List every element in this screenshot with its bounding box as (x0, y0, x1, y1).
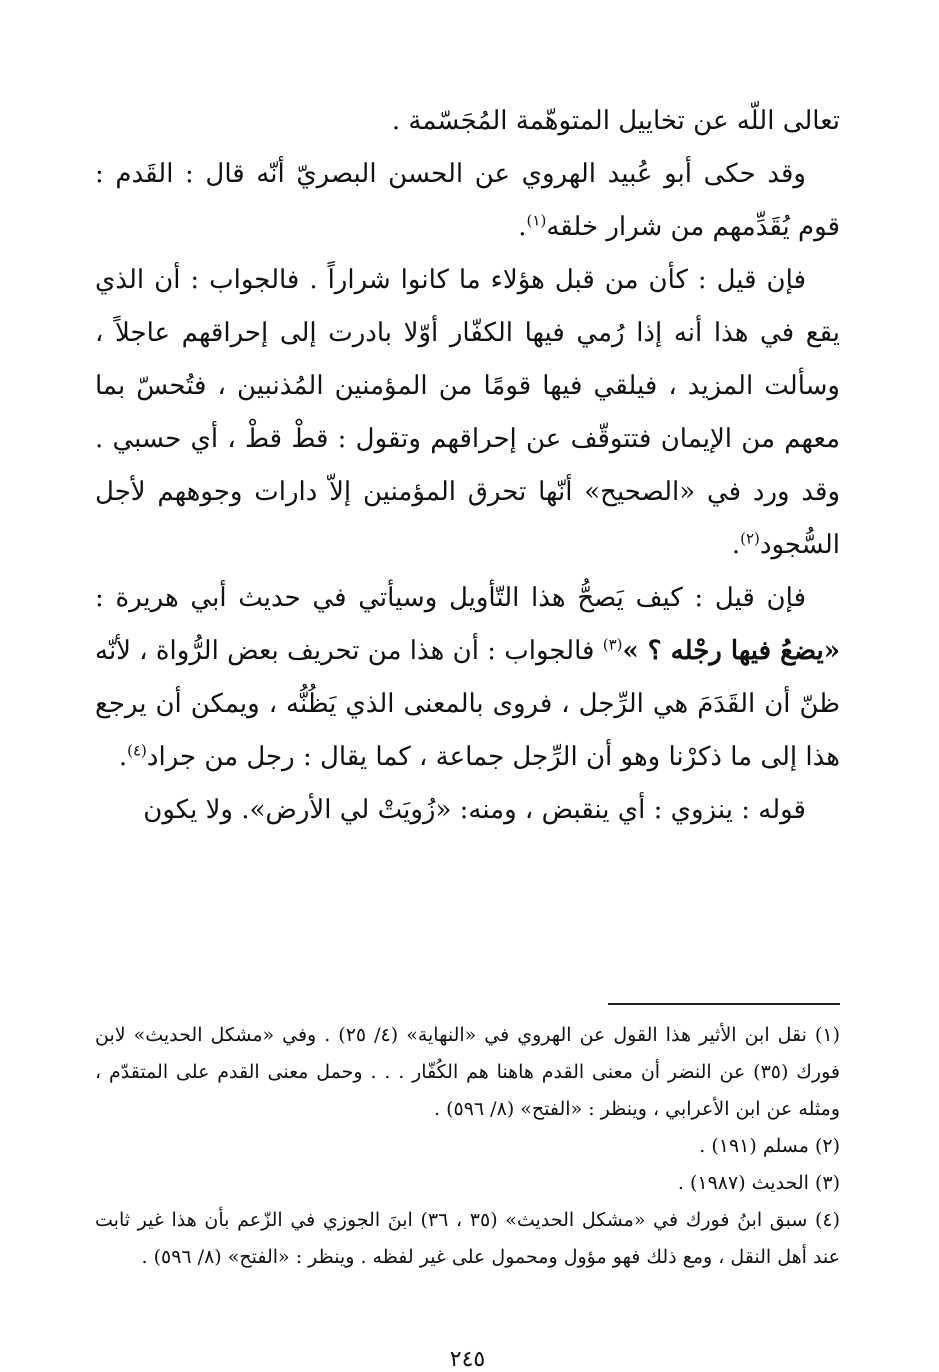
paragraph-4-start: فإن قيل : كيف يَصحُّ هذا التّأويل وسيأتي في حديث أبي هريرة : (95, 583, 806, 613)
paragraph-2-end: . (518, 212, 527, 242)
paragraph-4 (95, 572, 840, 784)
main-text (95, 95, 840, 837)
footnote-4: (٤) سبق ابنُ فورك في «مشكل الحديث» (٣٥ ، ٣٦) ابنَ الجوزي في الزّعم بأن هذا غير ثابت عند أهل النقل ، ومع ذلك فهو مؤول ومحمول على غير لفظه . وينظر : «الفتح» (٨/ ٥٩٦) . (95, 1209, 841, 1268)
footnote-2: (٢) مسلم (١٩١) . (699, 1135, 840, 1157)
footnote-ref-1: (١) (526, 211, 547, 230)
paragraph-5 (95, 784, 840, 837)
book-page (95, 95, 841, 1372)
paragraph-4-rest: فالجواب : أن هذا من تحريف بعض الرُّواة ، لأنّه ظنّ أن القَدَمَ هي الرِّجل ، فروى بالمعنى الذي يَظُنُّه ، ويمكن أن يرجع هذا إلى ما ذكرْنا وهو أن الرِّجل جماعة ، كما يقال : رجل من جراد (95, 636, 840, 772)
paragraph-2-text: وقد حكى أبو عُبيد الهروي عن الحسن البصريّ أنّه قال : القَدم : قوم يُقَدِّمهم من شرار خلقه (95, 159, 840, 242)
paragraph-1-text: تعالى اللّه عن تخاييل المتوهّمة المُجَسّمة . (391, 106, 840, 136)
paragraph-3-text: فإن قيل : كأن من قبل هؤلاء ما كانوا شراراً . فالجواب : أن الذي يقع في هذا أنه إذا رُمي فيها الكفّار أوّلا بادرت إلى إحراقهم عاجلاً ، وسألت المزيد ، فيلقي فيها قومًا من المؤمنين المُذنبين ، فتُحسّ بما معهم من الإيمان فتتوقّف عن إحراقهم وتقول : قطْ قطْ ، أي حسبي . وقد ورد في «الصحيح» أنّها تحرق المؤمنين إلاّ دارات وجوههم لأجل السُّجود (95, 265, 840, 560)
paragraph-2 (95, 148, 840, 254)
footnote-ref-2: (٢) (740, 529, 760, 548)
paragraph-3-end: . (731, 530, 741, 560)
paragraph-4-end: . (118, 742, 128, 772)
footnote-ref-3: (٣) (602, 635, 623, 654)
hadith-quote: «يضعُ فيها رجْله ؟ » (622, 636, 841, 666)
paragraph-5-text: قوله : ينزوي : أي ينقبض ، ومنه: «زُويَتْ لي الأرض». ولا يكون (143, 795, 806, 825)
paragraph-3 (95, 254, 840, 572)
footnote-1: (١) نقل ابن الأثير هذا القول عن الهروي في «النهاية» (٤/ ٢٥) . وفي «مشكل الحديث» لابن فورك (٣٥) عن النضر أن معنى القدم هاهنا هم الكُفّار . . . وحمل معنى القدم على المتقدّم ، ومثله عن ابن الأعرابي ، وينظر : «الفتح» (٨/ ٥٩٦) . (95, 1024, 840, 1120)
footnote-ref-4: (٤) (127, 741, 147, 760)
footnotes (95, 1017, 840, 1276)
page-number: ٢٤٥ (449, 1347, 486, 1372)
footnote-separator (608, 1003, 840, 1005)
footnote-3: (٣) الحديث (١٩٨٧) . (677, 1172, 840, 1194)
paragraph-1 (95, 95, 840, 148)
